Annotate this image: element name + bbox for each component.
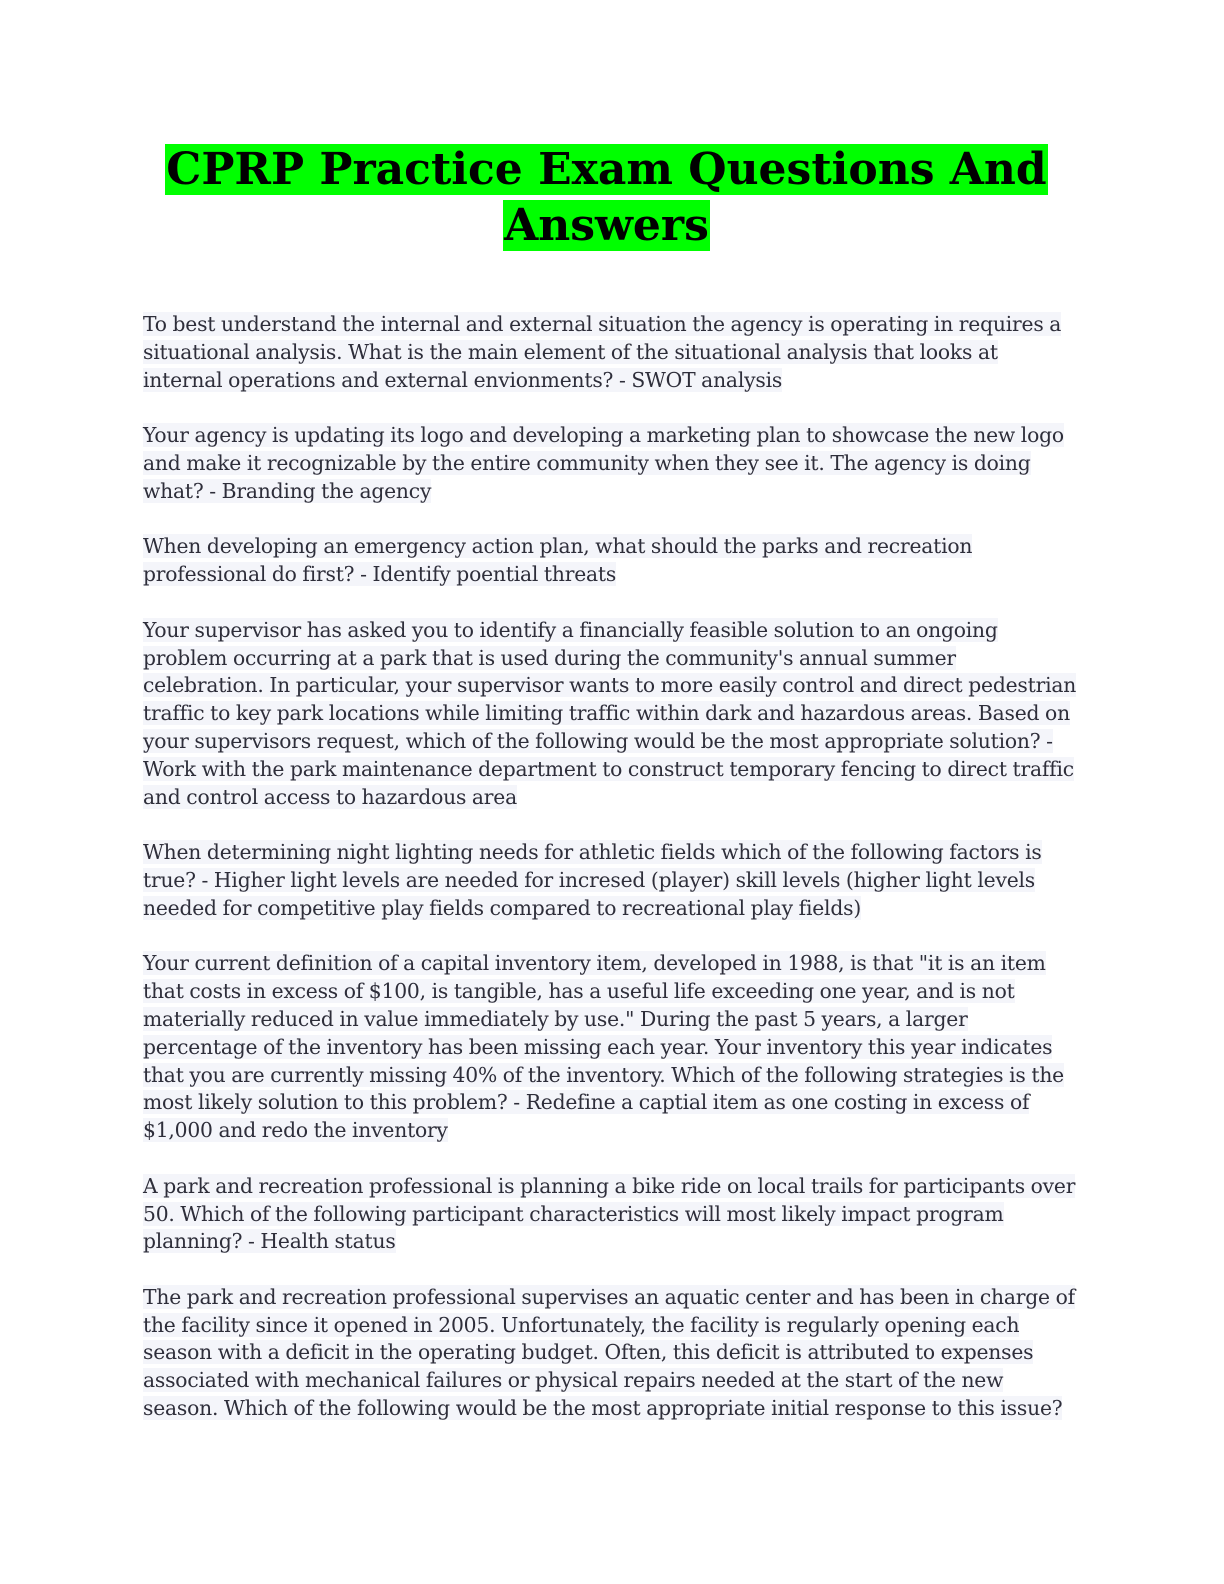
qa-text: The park and recreation professional supervises an aquatic center and has been in charge of the facility since it opened in 2005. Unfortunately, the facility is regularly opening each season with a deficit in the operating budget. Often, this deficit is attributed to expenses associated with mechanical failures or physical repairs needed at the start of the new season. Which of the following would be the most appropriate initial response to this issue? [143, 1284, 1075, 1421]
qa-text: Your current definition of a capital inventory item, developed in 1988, is that "it is an item that costs in excess of $100, is tangible, has a useful life exceeding one year, and is not materially reduced in value immediately by use." During the past 5 years, a larger percentage of the inventory has been missing each year. Your inventory this year indicates that you are currently missing 40% of the inventory. Which of the following strategies is the most likely solution to this problem? - Redefine a captial item as one costing in excess of $1,000 and redo the inventory [143, 951, 1064, 1143]
qa-item [143, 533, 1078, 589]
question-answer-list [143, 311, 1078, 1451]
title-line-2: Answers [504, 200, 709, 251]
qa-item [143, 1173, 1078, 1256]
qa-item [143, 422, 1078, 505]
qa-item [143, 1284, 1078, 1423]
qa-item [143, 311, 1078, 394]
qa-item [143, 839, 1078, 922]
qa-item [143, 617, 1078, 812]
qa-text: When developing an emergency action plan, what should the parks and recreation professional do first? - Identify poential threats [143, 534, 973, 587]
qa-text: To best understand the internal and external situation the agency is operating in requires a situational analysis. What is the main element of the situational analysis that looks at internal operations and external envionments? - SWOT analysis [143, 312, 1062, 392]
qa-item [143, 950, 1078, 1145]
title-line-1: CPRP Practice Exam Questions And [166, 144, 1047, 195]
qa-text: Your agency is updating its logo and developing a marketing plan to showcase the new logo and make it recognizable by the entire community when they see it. The agency is doing what? - Branding the agency [143, 423, 1064, 503]
page-title [143, 142, 1070, 254]
qa-text: When determining night lighting needs for athletic fields which of the following factors is true? - Higher light levels are needed for incresed (player) skill levels (higher light levels needed for competitive play fields compared to recreational play fields) [143, 840, 1042, 920]
qa-text: A park and recreation professional is planning a bike ride on local trails for participants over 50. Which of the following participant characteristics will most likely impact program planning? - Health status [143, 1173, 1076, 1254]
qa-text: Your supervisor has asked you to identify a financially feasible solution to an ongoing problem occurring at a park that is used during the community's annual summer celebration. In particular, your supervisor wants to more easily control and direct pedestrian traffic to key park locations while limiting traffic within dark and hazardous areas. Based on your supervisors request, which of the following would be the most appropriate solution? - Work with the park maintenance department to construct temporary fencing to direct traffic and control access to hazardous area [143, 617, 1077, 809]
